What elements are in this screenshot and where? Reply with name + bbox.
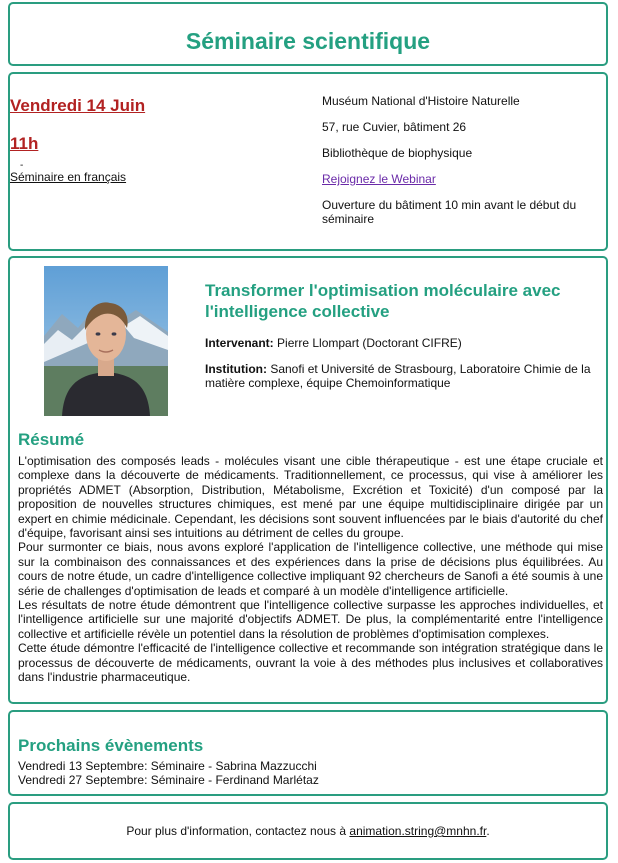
abstract-paragraph: L'optimisation des composés leads - molécules visant une cible thérapeutique - est une étape cruciale et complexe dans la découverte de médicaments. Traditionnellement, ce processus, qui vise à améliorer les propriétés ADMET (Absorption, Distribution, Métabolisme, Excrétion et Toxicité) d'un composé par la proposition de nouvelles structures chimiques, est mené par une équipe multidisciplinaire dirigée par un expert en chimie médicinale. Cependant, les décisions sont souvent influencées par le biais d'autorité du chef d'équipe, favorisant ainsi ses intuitions au détriment de celles du groupe. (18, 454, 603, 541)
event-item: Vendredi 27 Septembre: Séminaire - Ferdinand Marlétaz (18, 773, 319, 787)
institution-line (205, 362, 603, 390)
event-time: 11h (10, 134, 39, 153)
talk-card (8, 256, 608, 704)
venue-address: 57, rue Cuvier, bâtiment 26 (322, 120, 467, 134)
speaker-label: Intervenant: (205, 336, 274, 350)
abstract-text (18, 454, 603, 685)
abstract-heading: Résumé (18, 430, 85, 449)
upcoming-events-card (8, 710, 608, 796)
event-info-card (8, 72, 608, 251)
abstract-paragraph: Cette étude démontre l'efficacité de l'intelligence collective et recommande son intégration stratégique dans le processus de découverte de médicaments, ouvrant la voie à des méthodes plus inclusives et collaboratives dans l'industrie pharmaceutique. (18, 641, 603, 685)
title-card (8, 2, 608, 66)
contact-email-link[interactable]: animation.string@mnhn.fr (349, 824, 487, 838)
opening-note: Ouverture du bâtiment 10 min avant le début du séminaire (322, 198, 577, 226)
page-title: Séminaire scientifique (185, 28, 431, 54)
institution-label: Institution: (205, 362, 267, 376)
webinar-link[interactable]: Rejoignez le Webinar (322, 172, 436, 186)
speaker-photo (44, 266, 168, 416)
event-language: Séminaire en français (10, 170, 127, 184)
events-list (18, 759, 319, 787)
venue-room: Bibliothèque de biophysique (322, 146, 473, 160)
speaker-line (205, 336, 603, 350)
talk-title: Transformer l'optimisation moléculaire avec l'intelligence collective (205, 281, 561, 321)
abstract-paragraph: Pour surmonter ce biais, nous avons exploré l'application de l'intelligence collective, une méthode qui mise sur la combinaison des connaissances et des expériences dans la prise de décisions plus équilibrées. Au cours de notre étude, un cadre d'intelligence collective impliquant 92 chercheurs de Sanofi a été soumis à une série de challenges d'optimisation de leads et comparé à un modèle d'intelligence artificielle. (18, 540, 603, 598)
abstract-paragraph: Les résultats de notre étude démontrent que l'intelligence collective surpasse les approches individuelles, et l'intelligence artificielle sur une majorité d'objectifs ADMET. De plus, la complémentarité entre l'intelligence collective et artificielle révèle un potentiel dans la résolution de problèmes d'optimisation complexes. (18, 598, 603, 641)
talk-details (205, 280, 603, 402)
contact-line (10, 804, 606, 838)
venue-details (322, 94, 604, 238)
event-item: Vendredi 13 Septembre: Séminaire - Sabrina Mazzucchi (18, 759, 317, 773)
venue-name: Muséum National d'Histoire Naturelle (322, 94, 520, 108)
events-heading: Prochains évènements (18, 736, 204, 755)
contact-text: Pour plus d'information, contactez nous à (126, 824, 350, 838)
dash-mark: - (20, 160, 24, 171)
speaker-name: Pierre Llompart (Doctorant CIFRE) (277, 336, 462, 350)
event-date: Vendredi 14 Juin (10, 96, 146, 115)
contact-footer (8, 802, 608, 860)
institution-name: Sanofi et Université de Strasbourg, Laboratoire Chimie de la matière complexe, équipe Chemoinformatique (205, 362, 591, 390)
contact-suffix: . (486, 824, 490, 838)
